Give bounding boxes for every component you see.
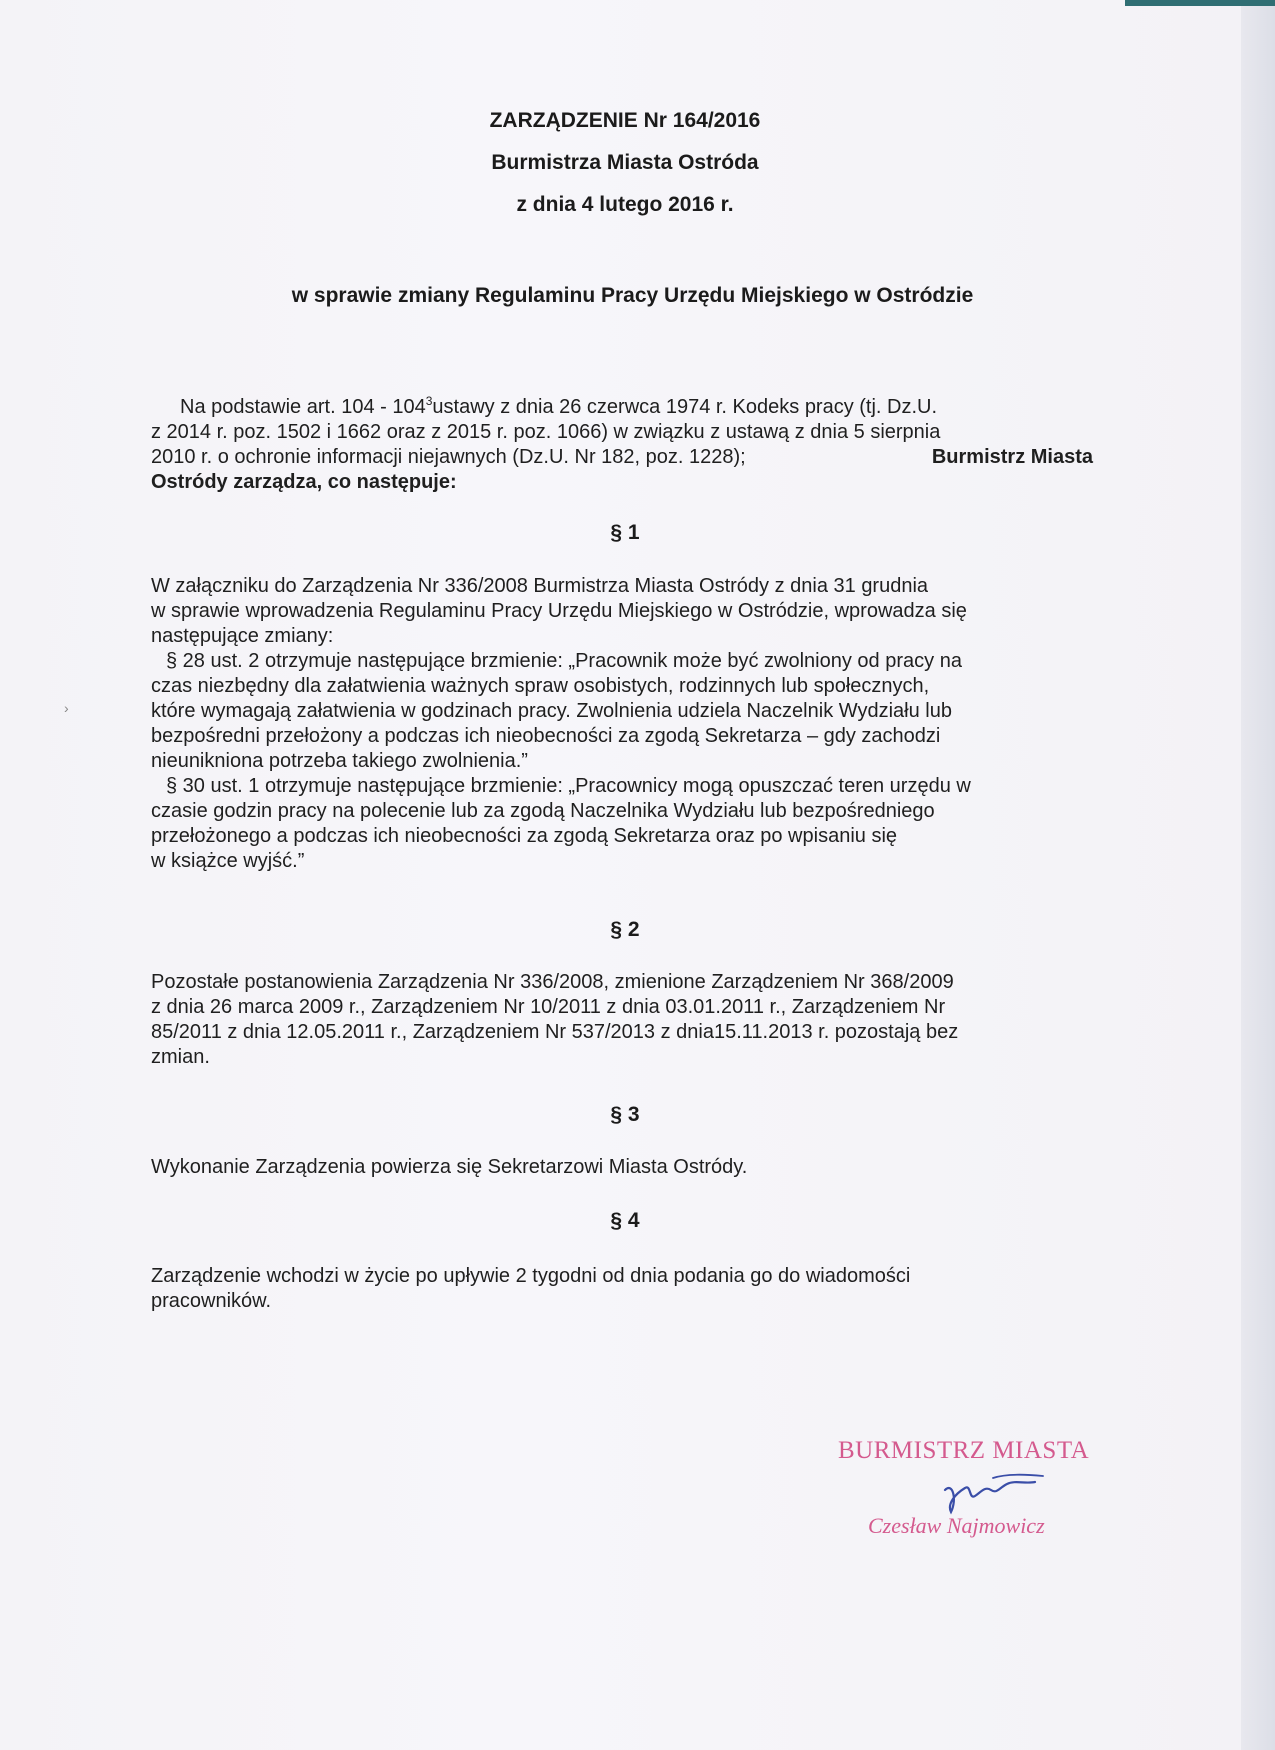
scan-edge-strip bbox=[1125, 0, 1275, 6]
text-line: Zarządzenie wchodzi w życie po upływie 2 tygodni od dnia podania go do wiadomości bbox=[151, 1265, 911, 1287]
stamp-title: BURMISTRZ MIASTA bbox=[838, 1437, 1090, 1464]
text-line: W załączniku do Zarządzenia Nr 336/2008 Burmistrza Miasta Ostródy z dnia 31 grudnia bbox=[151, 575, 929, 597]
text-line: następujące zmiany: bbox=[151, 625, 334, 647]
text-line: z dnia 26 marca 2009 r., Zarządzeniem Nr 10/2011 z dnia 03.01.2011 r., Zarządzeniem Nr bbox=[151, 996, 946, 1018]
scan-speck: › bbox=[64, 700, 69, 716]
preamble-text-a: Na podstawie art. $104 - 104^3ustawy$ z dnia 26 czerwca 1974 r. Kodeks pracy (tj. Dz.U. bbox=[180, 394, 938, 418]
preamble-line bbox=[151, 389, 1093, 420]
text-line: przełożonego a podczas ich nieobecności za zgodą Sekretarza oraz po wpisaniu się bbox=[151, 825, 898, 847]
text-line: Pozostałe postanowienia Zarządzenia Nr 336/2008, zmienione Zarządzeniem Nr 368/2009 bbox=[151, 971, 954, 993]
text-line: zmian. bbox=[151, 1046, 210, 1068]
signature-icon bbox=[935, 1460, 1065, 1520]
scan-edge-shadow bbox=[1241, 0, 1275, 1750]
preamble-line: Ostródy zarządza, co następuje: bbox=[151, 470, 457, 493]
text-line: Wykonanie Zarządzenia powierza się Sekretarzowi Miasta Ostródy. bbox=[151, 1156, 748, 1178]
stamp-name: Czesław Najmowicz bbox=[868, 1513, 1045, 1538]
text-line: § 28 ust. 2 otrzymuje następujące brzmienie: „Pracownik może być zwolniony od pracy na bbox=[166, 650, 962, 672]
text-line: 85/2011 z dnia 12.05.2011 r., Zarządzeniem Nr 537/2013 z dnia15.11.2013 r. pozostają bez bbox=[151, 1021, 959, 1043]
text-line: bezpośredni przełożony a podczas ich nieobecności za zgodą Sekretarza – gdy zachodzi bbox=[151, 725, 941, 747]
preamble-line: z 2014 r. poz. 1502 i 1662 oraz z 2015 r. poz. 1066) w związku z ustawą z dnia 5 sierpnia bbox=[151, 420, 941, 443]
section-1-body bbox=[151, 574, 1093, 874]
document-date: z dnia 4 lutego 2016 r. bbox=[516, 193, 734, 216]
text-line: czasie godzin pracy na polecenie lub za zgodą Naczelnika Wydziału lub bezpośredniego bbox=[151, 800, 935, 822]
document-title: ZARZĄDZENIE Nr 164/2016 bbox=[489, 109, 761, 132]
preamble bbox=[151, 389, 1093, 495]
section-3-heading: § 3 bbox=[610, 1103, 640, 1126]
preamble-line: 2010 r. o ochronie informacji niejawnych (Dz.U. Nr 182, poz. 1228); Burmistrz Miasta bbox=[151, 445, 1093, 468]
text-line: w sprawie wprowadzenia Regulaminu Pracy Urzędu Miejskiego w Ostródzie, wprowadza się bbox=[151, 600, 967, 622]
section-1-heading: § 1 bbox=[610, 521, 640, 544]
text-line: czas niezbędny dla załatwienia ważnych spraw osobistych, rodzinnych lub społecznych, bbox=[151, 675, 930, 697]
section-2-heading: § 2 bbox=[610, 918, 640, 941]
section-3-body bbox=[151, 1155, 1093, 1180]
text-line: pracowników. bbox=[151, 1290, 272, 1312]
section-4-heading: § 4 bbox=[610, 1209, 640, 1232]
text-line: nieunikniona potrzeba takiego zwolnienia.” bbox=[151, 750, 528, 772]
text-line: w książce wyjść.” bbox=[151, 850, 305, 872]
text-line: § 30 ust. 1 otrzymuje następujące brzmienie: „Pracownicy mogą opuszczać teren urzędu w bbox=[166, 775, 971, 797]
section-4-body bbox=[151, 1264, 1093, 1314]
text-line: które wymagają załatwienia w godzinach pracy. Zwolnienia udziela Naczelnik Wydziału lub bbox=[151, 700, 952, 722]
document-issuer: Burmistrza Miasta Ostróda bbox=[491, 151, 759, 174]
document-subject: w sprawie zmiany Regulaminu Pracy Urzędu Miejskiego w Ostródzie bbox=[291, 284, 974, 307]
section-2-body bbox=[151, 970, 1093, 1070]
